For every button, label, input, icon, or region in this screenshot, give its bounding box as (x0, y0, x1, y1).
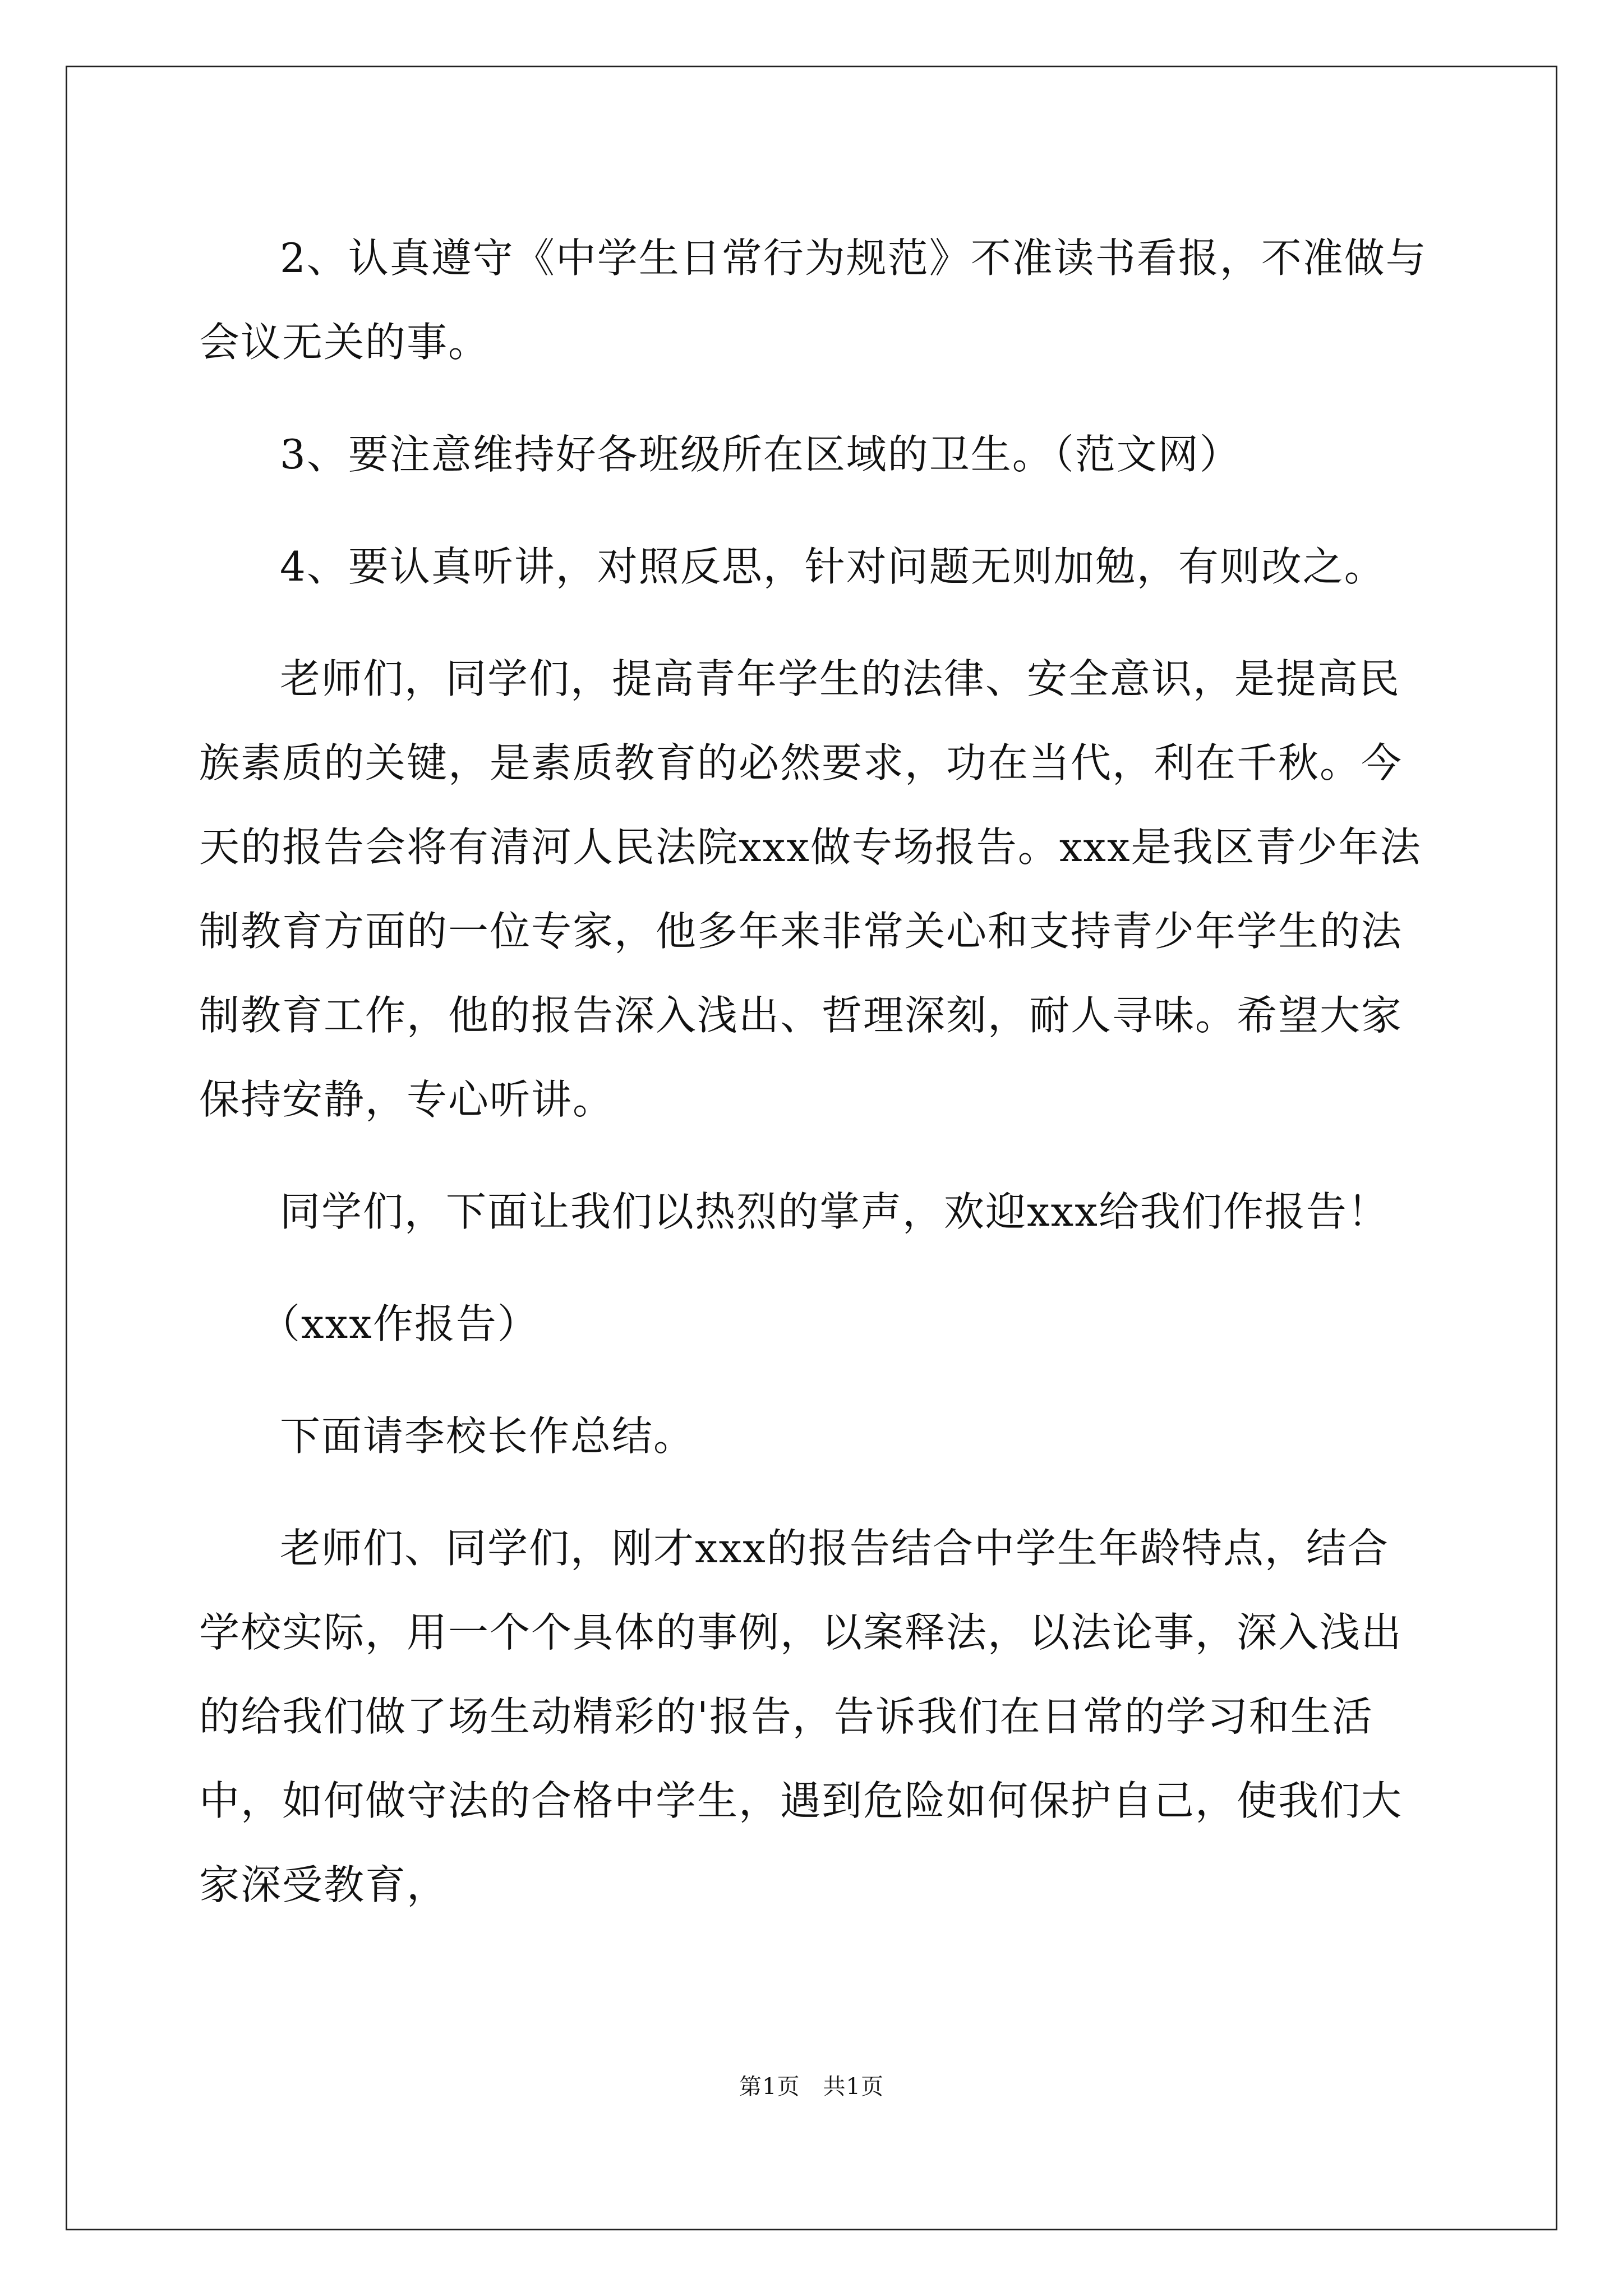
paragraph-introduction: 老师们，同学们，提高青年学生的法律、安全意识，是提高民族素质的关键，是素质教育的必然要求，功在当代，利在千秋。今天的报告会将有清河人民法院xxx做专场报告。xxx是我区青少年法制教育方面的一位专家，他多年来非常关心和支持青少年学生的法制教育工作，他的报告深入浅出、哲理深刻，耐人寻味。希望大家保持安静，专心听讲。 (199, 655, 1422, 1123)
paragraph-welcome: 同学们，下面让我们以热烈的掌声，欢迎xxx给我们作报告！ (280, 1188, 1389, 1235)
paragraph-summary-call: 下面请李校长作总结。 (280, 1412, 695, 1460)
document-body (199, 216, 1427, 1927)
paragraph-rule-3: 3、要注意维持好各班级所在区域的卫生。（范文网） (280, 431, 1241, 478)
paragraph-rule-4: 4、要认真听讲，对照反思，针对问题无则加勉，有则改之。 (280, 543, 1386, 590)
paragraph-rule-2: 2、认真遵守《中学生日常行为规范》不准读书看报，不准做与会议无关的事。 (199, 234, 1427, 366)
page-footer: 第1页 共1页 (739, 2074, 884, 2100)
paragraph-summary: 老师们、同学们，刚才xxx的报告结合中学生年龄特点，结合学校实际，用一个个具体的事例，以案释法，以法论事，深入浅出的给我们做了场生动精彩的'报告，告诉我们在日常的学习和生活中，如何做守法的合格中学生，遇到危险如何保护自己，使我们大家深受教育， (199, 1525, 1403, 1908)
paragraph-stage-note: （xxx作报告） (260, 1300, 539, 1347)
